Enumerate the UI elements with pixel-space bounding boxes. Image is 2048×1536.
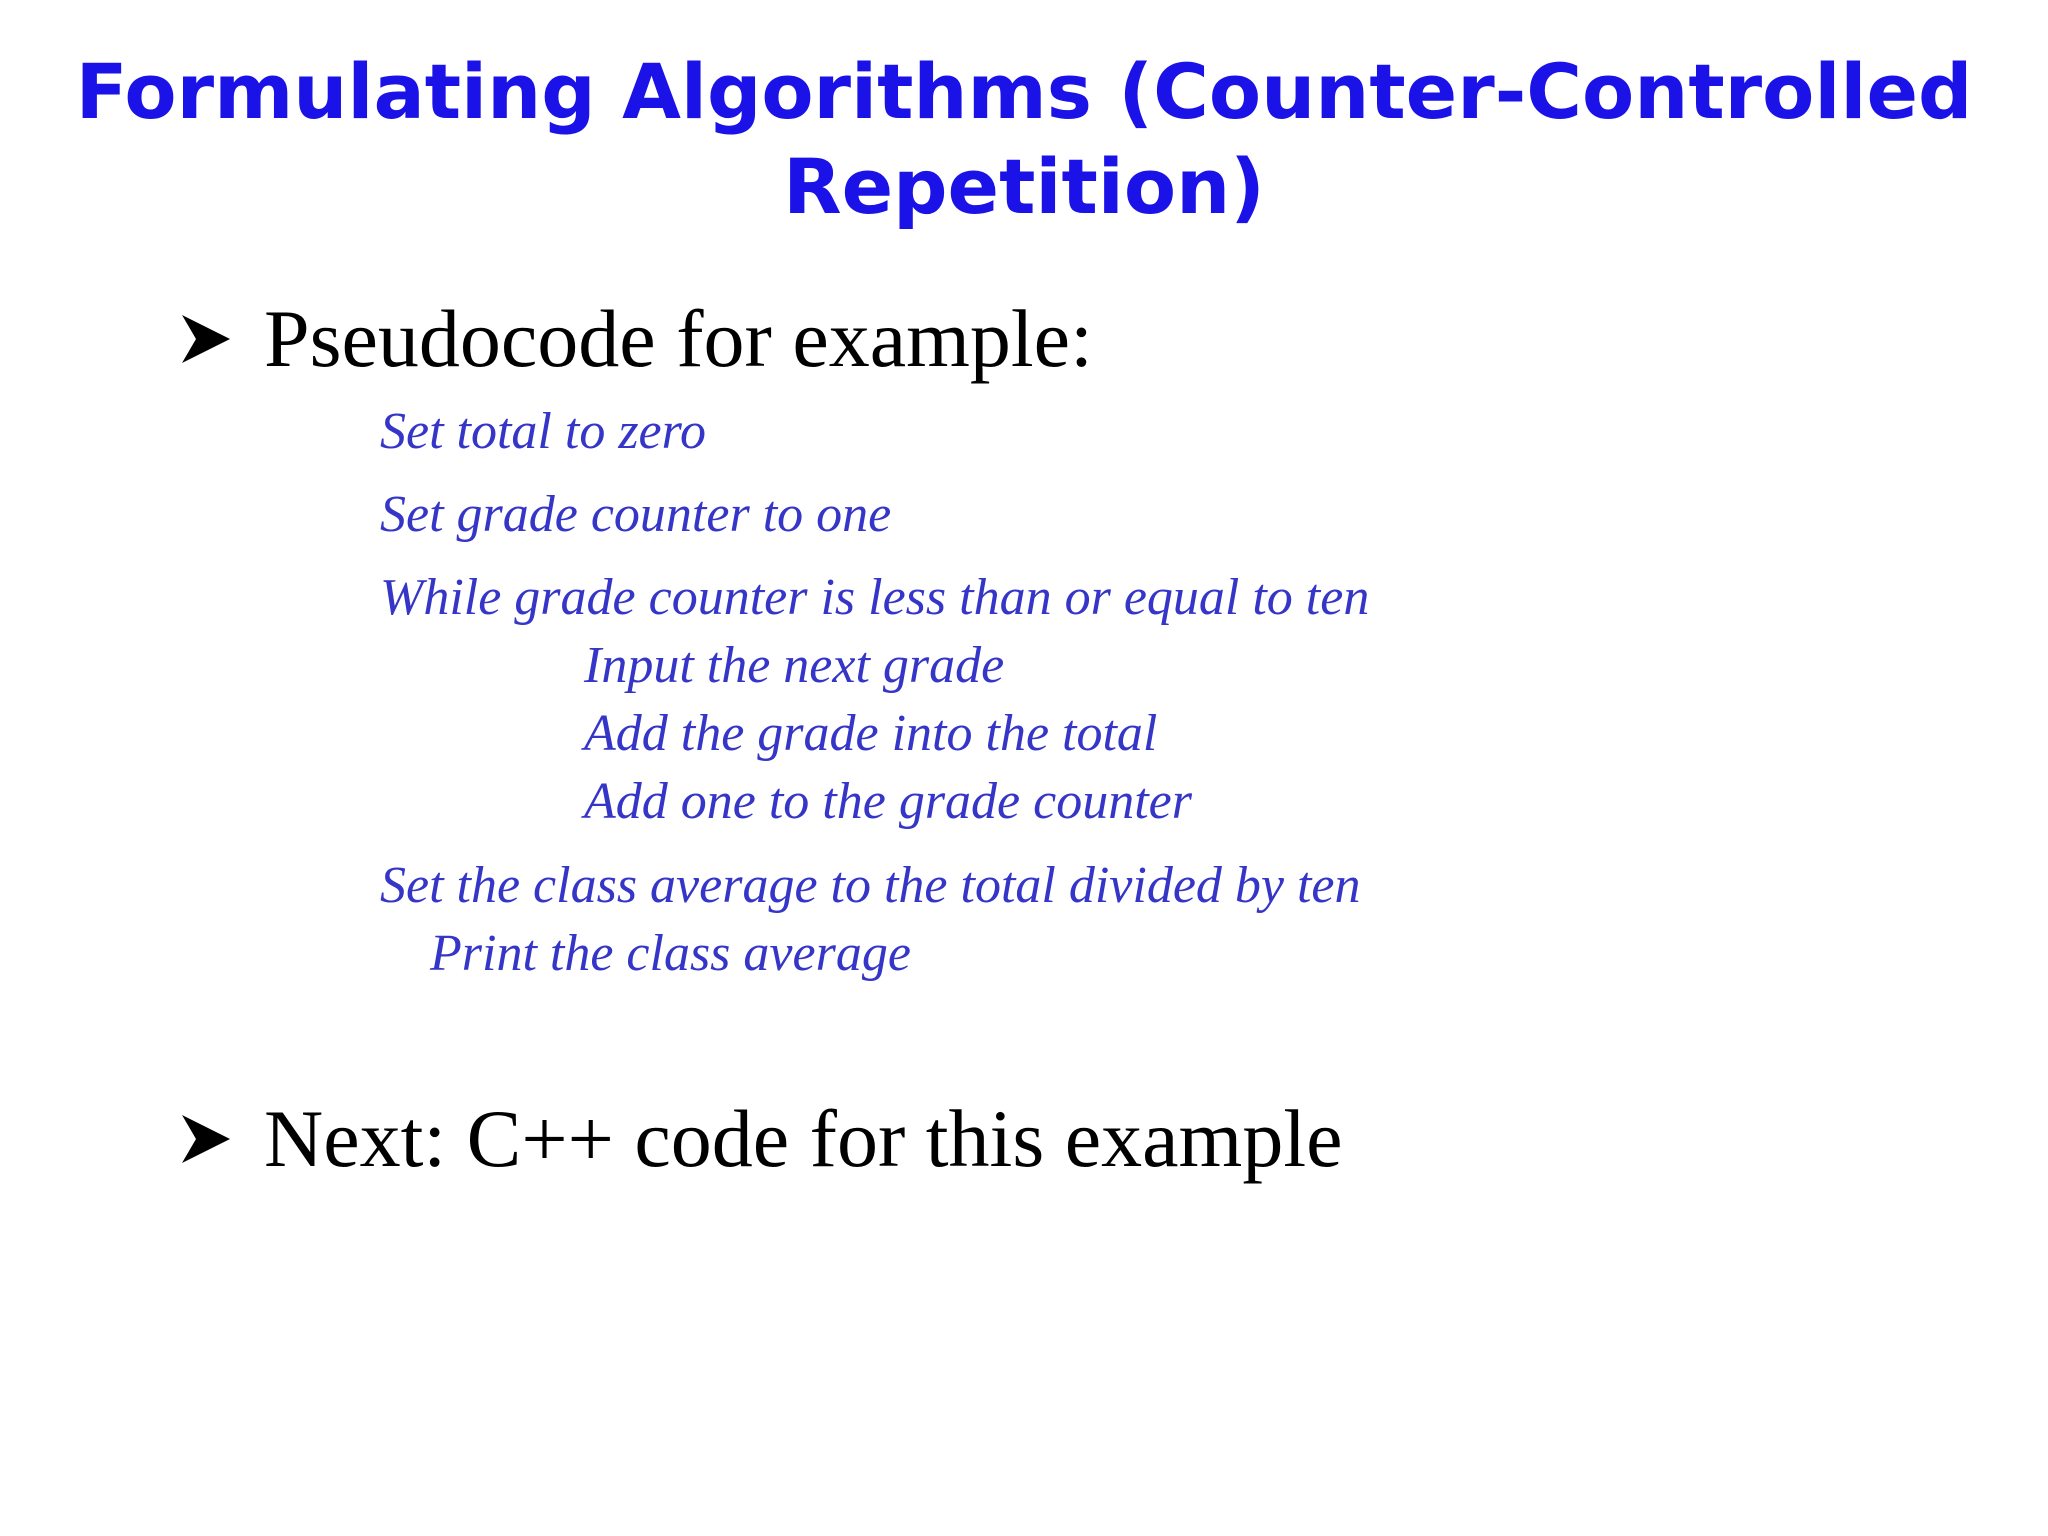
- title-line-2: Repetition): [783, 142, 1265, 231]
- bullet-text: Next: C++ code for this example: [264, 1093, 1343, 1184]
- pseudocode-line: While grade counter is less than or equal to ten: [380, 569, 1370, 626]
- bullet-next: [178, 1092, 1343, 1186]
- pseudocode-line: Set total to zero: [380, 403, 706, 460]
- arrow-bullet-icon: [178, 311, 234, 367]
- slide-title: [0, 44, 2048, 234]
- title-line-1: Formulating Algorithms (Counter-Controlled: [75, 47, 1973, 136]
- pseudocode-line: Add one to the grade counter: [584, 773, 1192, 830]
- arrow-bullet-icon: [178, 1111, 234, 1167]
- pseudocode-line: Add the grade into the total: [584, 705, 1158, 762]
- bullet-text: Pseudocode for example:: [264, 293, 1093, 384]
- pseudocode-line: Input the next grade: [584, 637, 1005, 694]
- bullet-pseudocode: [178, 292, 1093, 386]
- pseudocode-line: Set the class average to the total divided by ten: [380, 857, 1361, 914]
- pseudocode-line: Set grade counter to one: [380, 486, 892, 543]
- pseudocode-line: Print the class average: [430, 925, 911, 982]
